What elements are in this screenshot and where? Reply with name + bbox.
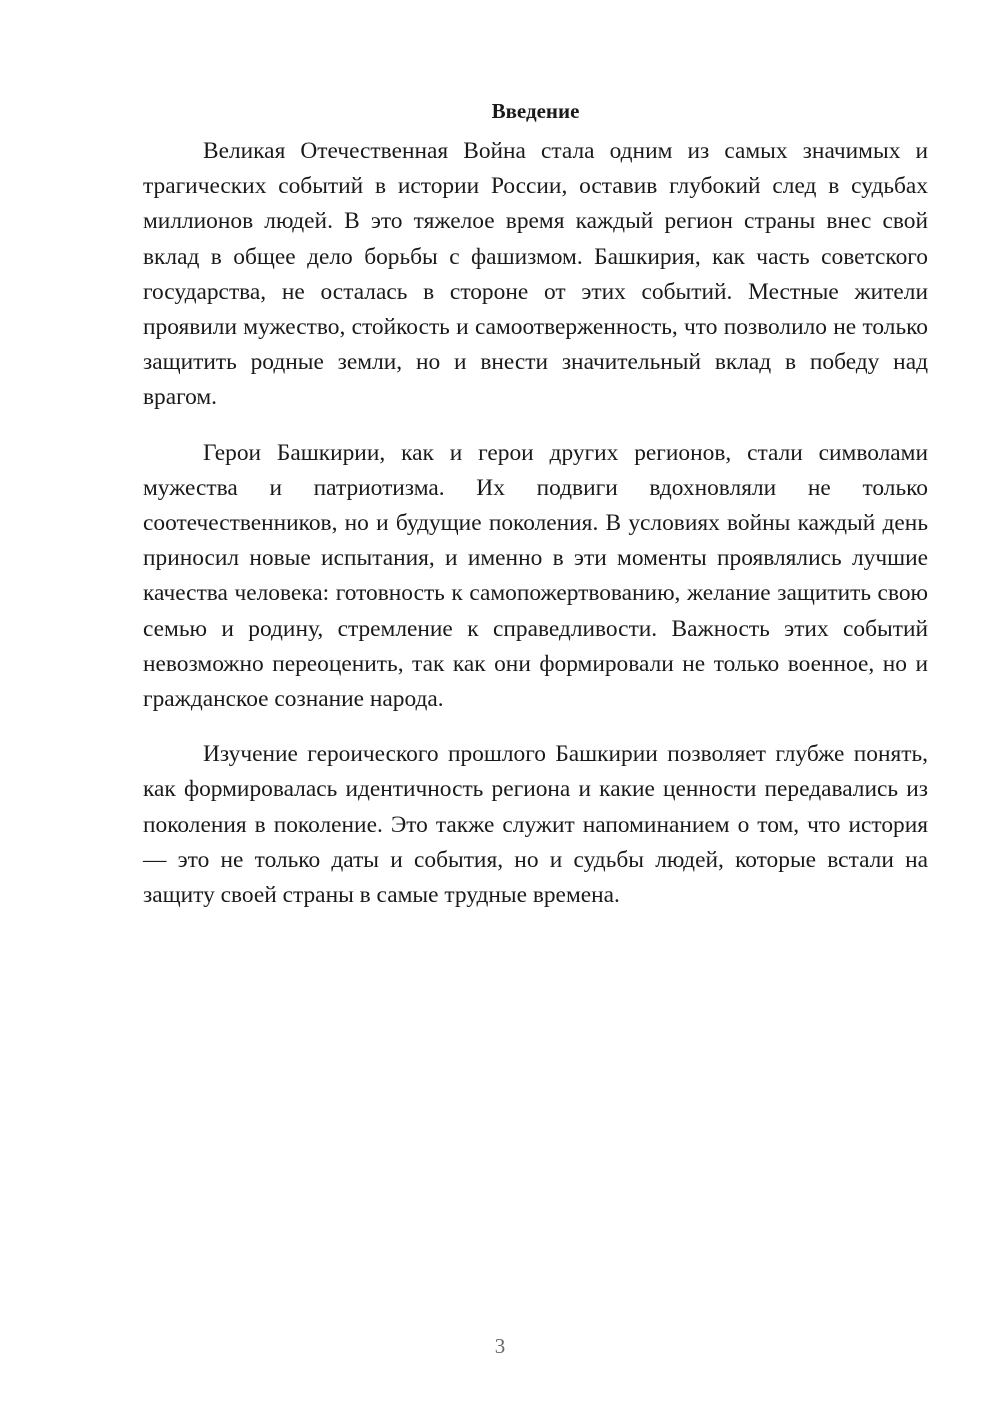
page-number: 3: [494, 1334, 506, 1358]
paragraph-1: Великая Отечественная Война стала одним из самых значимых и трагических событий в истории России, оставив глубокий след в судьбах миллионов людей. В это тяжелое время каждый регион страны внес свой вклад в общее дело борьбы с фашизмом. Башкирия, как часть советского государства, не осталась в стороне от этих событий. Местные жители проявили мужество, стойкость и самоотверженность, что позволило не только защитить родные земли, но и внести значительный вклад в победу над врагом.: [143, 138, 928, 411]
page-content: [143, 96, 928, 933]
section-heading: Введение: [491, 99, 580, 123]
paragraph-2: Герои Башкирии, как и герои других регионов, стали символами мужества и патриотизма. Их подвиги вдохновляли не только соотечественников, но и будущие поколения. В условиях войны каждый день приносил новые испытания, и именно в эти моменты проявлялись лучшие качества человека: готовность к самопожертвованию, желание защитить свою семью и родину, стремление к справедливости. Важность этих событий невозможно переоценить, так как они формировали не только военное, но и гражданское сознание народа.: [143, 439, 928, 713]
paragraph-3: Изучение героического прошлого Башкирии позволяет глубже понять, как формировалась идентичность региона и какие ценности передавались из поколения в поколение. Это также служит напоминанием о том, что история — это не только даты и события, но и судьбы людей, которые встали на защиту своей страны в самые трудные времена.: [143, 741, 928, 909]
